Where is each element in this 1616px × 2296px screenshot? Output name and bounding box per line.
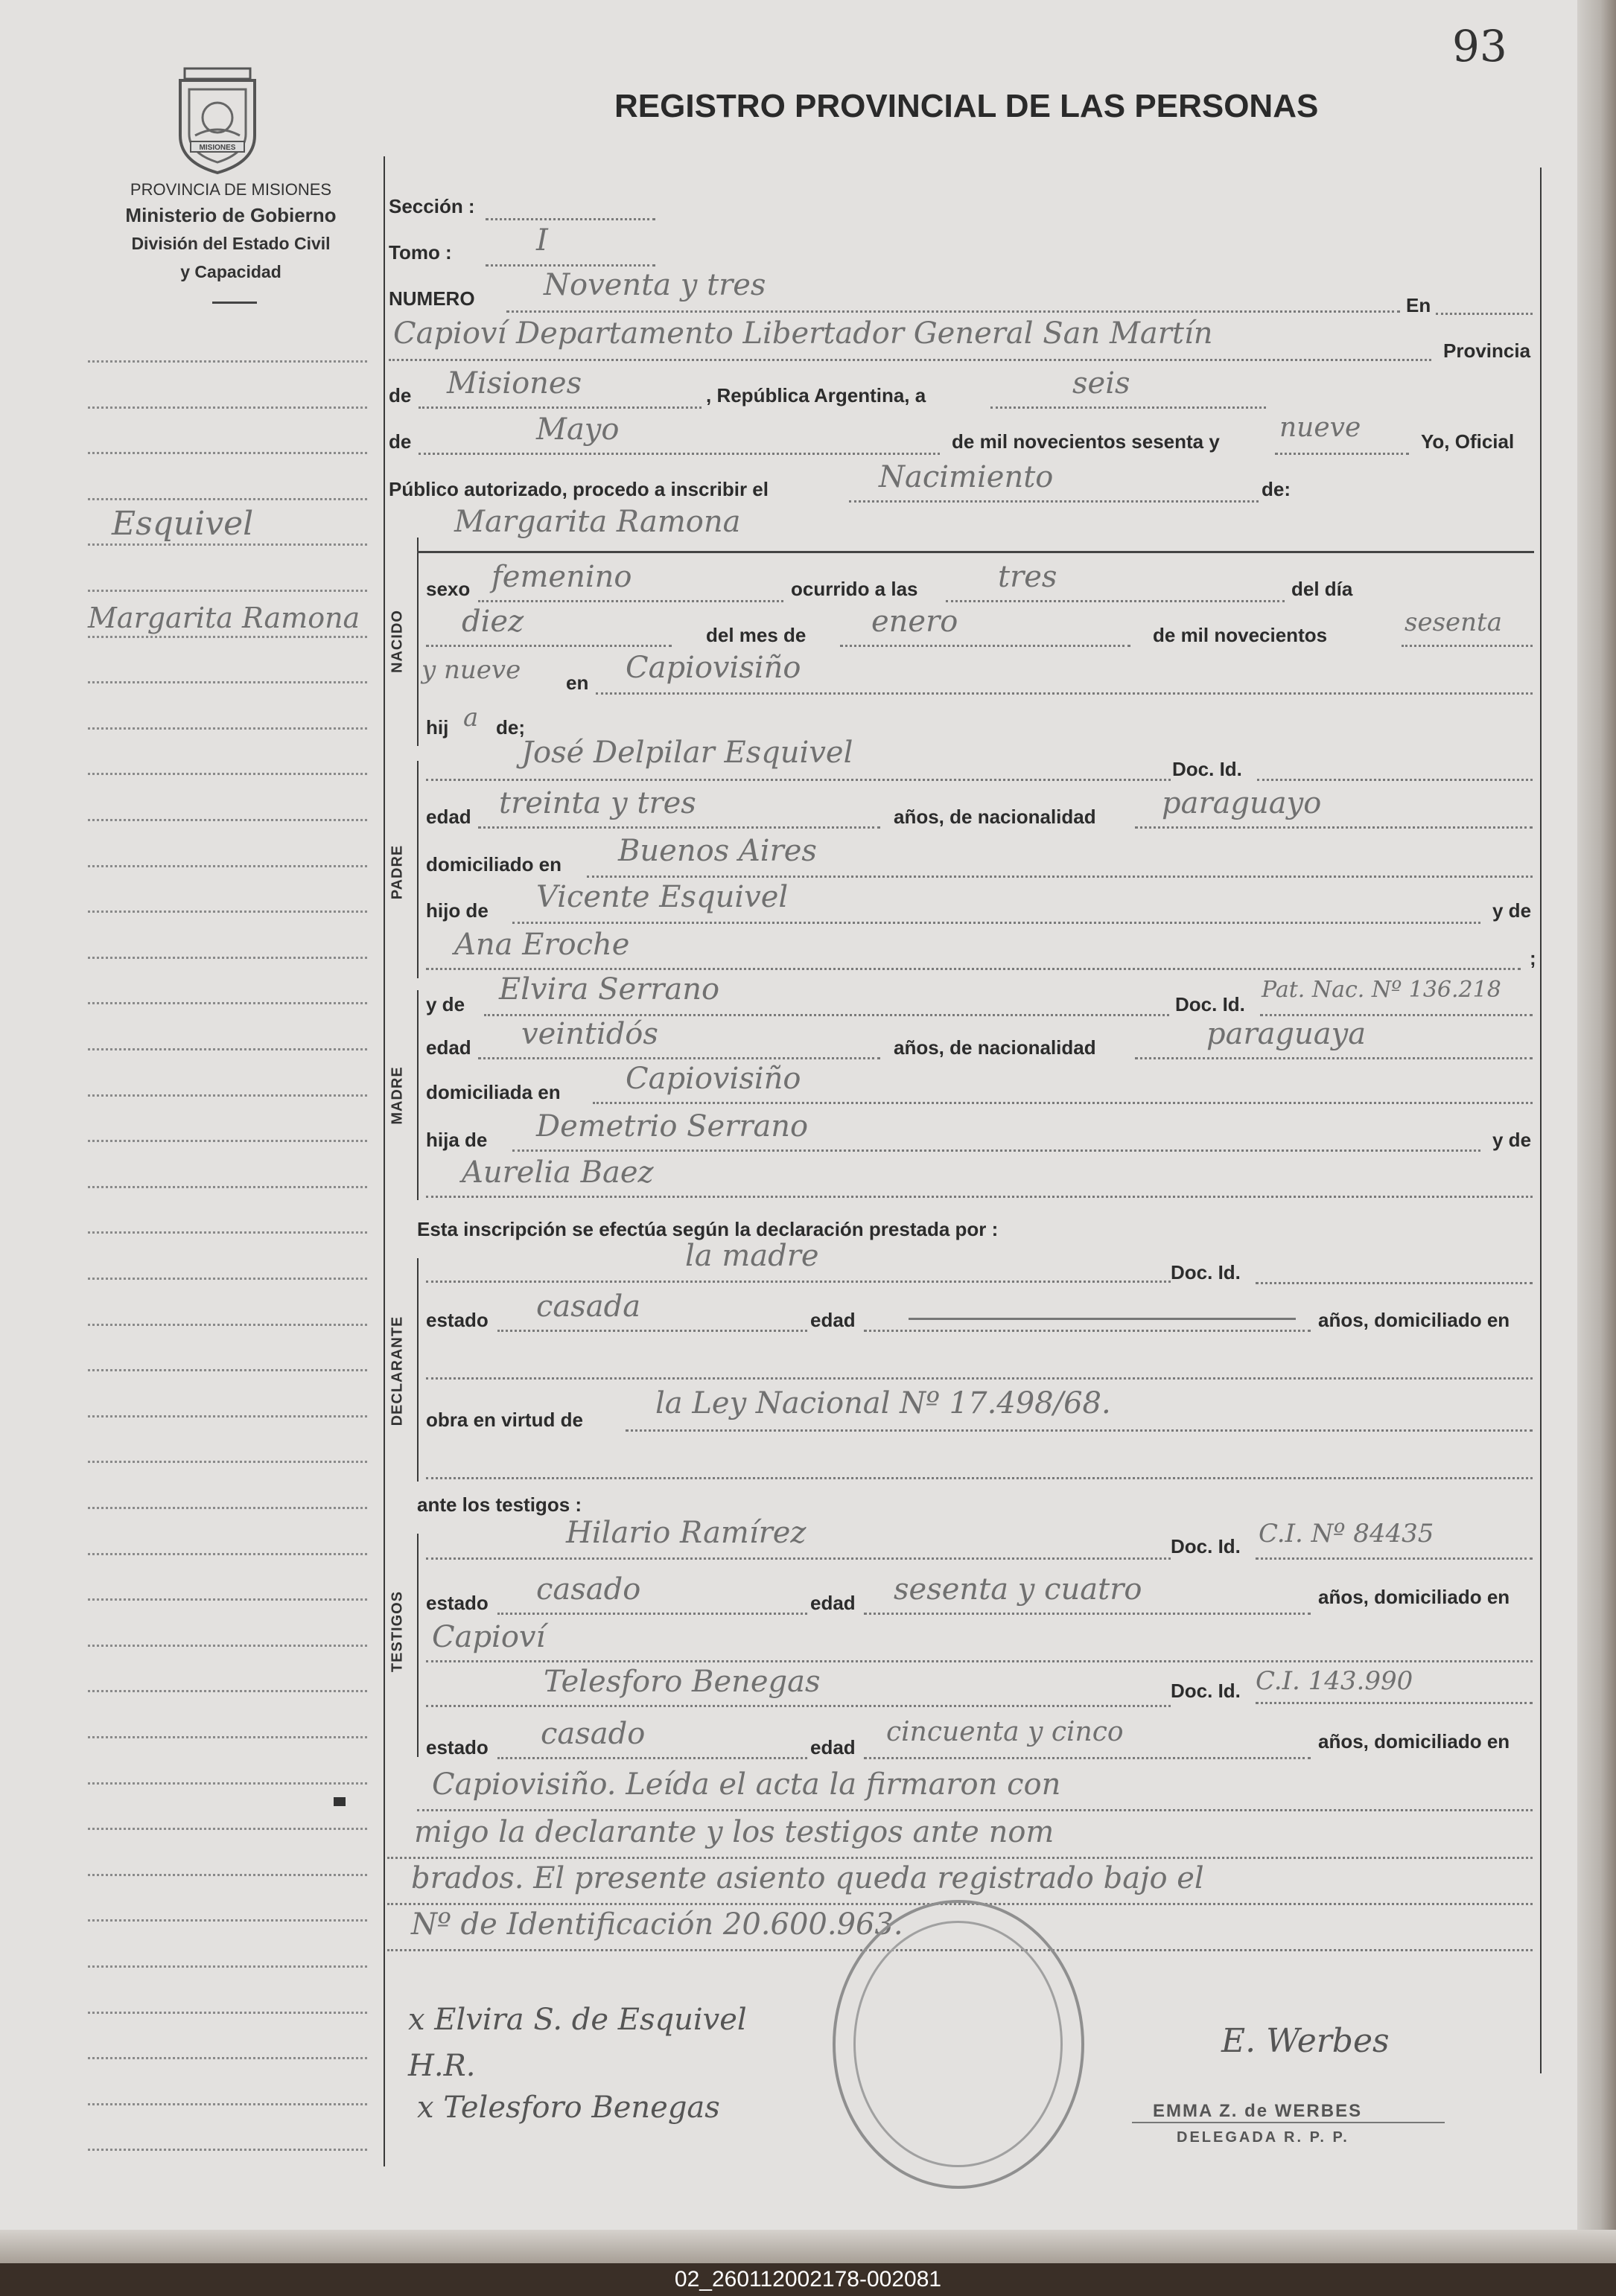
margin-ruling-line (88, 1874, 367, 1876)
value-testigo1-doc: C.I. Nº 84435 (1259, 1519, 1434, 1549)
field-line (587, 876, 1533, 878)
margin-surname: Esquivel (112, 505, 254, 543)
label-hijo-de: hijo de (426, 899, 489, 922)
label-del-dia: del día (1291, 578, 1353, 600)
margin-ruling-line (88, 911, 367, 913)
side-label-madre: MADRE (389, 1066, 406, 1125)
value-testigo2-estado: casado (541, 1717, 646, 1751)
label-y-de-madre: y de (426, 993, 465, 1015)
header-province: PROVINCIA DE MISIONES (130, 180, 332, 199)
signature-testigo1: H.R. (408, 2049, 476, 2083)
value-padre-hijo-de-2: Ana Eroche (454, 928, 630, 962)
delegate-name: EMMA Z. de WERBES (1153, 2101, 1363, 2121)
margin-ruling-line (88, 1186, 367, 1188)
label-domiciliado: domiciliado en (426, 853, 562, 876)
field-line (1135, 1057, 1533, 1059)
field-line (389, 359, 1431, 361)
testigos-section (417, 1534, 419, 1757)
label-en-nac: en (566, 672, 589, 694)
label-de-semicolon: de; (496, 716, 525, 739)
label-estado-declarante: estado (426, 1309, 489, 1331)
margin-ruling-line (88, 590, 367, 592)
label-provincia: Provincia (1443, 339, 1531, 362)
margin-ruling-line (88, 1828, 367, 1830)
label-y-de: y de (1492, 899, 1532, 922)
column-divider (384, 156, 385, 2166)
label-edad-testigo1: edad (810, 1592, 856, 1614)
provincial-crest-icon (170, 64, 265, 174)
field-line (426, 779, 1171, 781)
label-sexo: sexo (426, 578, 471, 600)
margin-ruling-line (88, 2057, 367, 2059)
label-yo-oficial: Yo, Oficial (1421, 430, 1515, 453)
field-line (1260, 1014, 1533, 1016)
delegate-role: DELEGADA R. P. P. (1177, 2129, 1349, 2146)
value-dia-nac: diez (462, 605, 524, 639)
declarante-section (417, 1258, 419, 1482)
margin-ruling-line (88, 1415, 367, 1418)
field-line (593, 1102, 1533, 1104)
label-republica: , República Argentina, a (706, 384, 926, 406)
margin-ruling-line (88, 1645, 367, 1647)
field-line (596, 692, 1533, 695)
margin-ruling-line (88, 1598, 367, 1601)
field-line (426, 1660, 1533, 1662)
value-nombre: Margarita Ramona (454, 505, 741, 539)
label-domiciliada: domiciliada en (426, 1081, 561, 1103)
label-edad-padre: edad (426, 806, 471, 828)
value-sexo: femenino (492, 560, 632, 594)
header-ministry: Ministerio de Gobierno (125, 204, 337, 226)
value-madre-nac: paraguaya (1206, 1017, 1367, 1051)
page-number: 93 (1452, 21, 1507, 71)
value-declarante: la madre (685, 1239, 819, 1273)
field-line (426, 1377, 1533, 1380)
value-lugar-nac: Capiovisiño (626, 651, 801, 685)
margin-ruling-line (88, 681, 367, 683)
page-edge (1577, 0, 1616, 2263)
label-doc-id-madre: Doc. Id. (1175, 993, 1245, 1015)
signature-rule (1132, 2122, 1445, 2123)
value-padre-edad: treinta y tres (499, 786, 696, 820)
closing-line-2: migo la declarante y los testigos ante nom (414, 1815, 1054, 1849)
margin-ruling-line (88, 1231, 367, 1234)
field-line (864, 1757, 1311, 1759)
value-anio-nac: sesenta (1405, 608, 1502, 637)
field-line (478, 826, 880, 829)
registry-seal (833, 1900, 1084, 2189)
image-caption: 02_260112002178-002081 (0, 2263, 1616, 2296)
value-provincia: Misiones (447, 366, 582, 401)
margin-ruling-line (88, 1919, 367, 1922)
label-en: En (1406, 294, 1431, 316)
value-anio-nac-2: y nueve (422, 655, 521, 685)
label-anios-dom-declarante: años, domiciliado en (1318, 1309, 1510, 1331)
margin-ruling-line (88, 498, 367, 500)
field-line (1256, 1557, 1533, 1560)
label-mil-novecientos: de mil novecientos (1153, 624, 1328, 646)
field-line (840, 645, 1130, 647)
margin-ruling-line (88, 1461, 367, 1463)
field-line (478, 600, 783, 602)
madre-section (417, 990, 419, 1200)
label-anios-dom-testigo2: años, domiciliado en (1318, 1730, 1510, 1753)
field-line (512, 1149, 1480, 1152)
label-edad-madre: edad (426, 1036, 471, 1059)
value-numero: Noventa y tres (544, 268, 766, 302)
value-decl-estado: casada (536, 1289, 641, 1324)
margin-given-names: Margarita Ramona (88, 602, 360, 634)
value-testigo2-edad: cincuenta y cinco (886, 1717, 1124, 1747)
value-dia: seis (1072, 366, 1130, 401)
crest-label: MISIONES (199, 144, 236, 152)
field-line (497, 1613, 807, 1615)
field-line (426, 1196, 1533, 1198)
value-madre-hija-de-2: Aurelia Baez (462, 1155, 654, 1190)
closing-line-4: Nº de Identificación 20.600.963. (411, 1907, 903, 1942)
side-label-declarante: DECLARANTE (389, 1316, 406, 1426)
field-line (426, 1477, 1533, 1479)
label-numero: NUMERO (389, 287, 475, 310)
margin-ruling-line (88, 1369, 367, 1371)
margin-ruling-line (88, 1140, 367, 1142)
field-line (419, 406, 702, 409)
field-line (1402, 645, 1533, 647)
nacido-section (417, 538, 419, 746)
label-doc-id-padre: Doc. Id. (1172, 758, 1242, 780)
margin-ruling-line (88, 2103, 367, 2105)
margin-ruling-line (88, 360, 367, 363)
margin-ruling-line (88, 1002, 367, 1004)
margin-ruling-line (88, 1324, 367, 1326)
margin-ruling-line (88, 1094, 367, 1097)
label-doc-id-declarante: Doc. Id. (1171, 1261, 1241, 1283)
value-hora: tres (998, 560, 1057, 594)
value-madre: Elvira Serrano (499, 972, 720, 1007)
label-edad-declarante: edad (810, 1309, 856, 1331)
field-line (478, 1057, 880, 1059)
closing-line-3: brados. El presente asiento queda registrado bajo el (411, 1861, 1204, 1895)
margin-ruling-line (88, 1690, 367, 1692)
side-label-nacido: NACIDO (389, 610, 406, 673)
value-madre-hija-de: Demetrio Serrano (536, 1109, 809, 1144)
margin-ruling-line (88, 2012, 367, 2014)
value-madre-doc: Pat. Nac. Nº 136.218 (1262, 977, 1501, 1003)
margin-ruling-line (88, 1782, 367, 1785)
field-line (1436, 313, 1533, 315)
label-anios-nac-madre: años, de nacionalidad (894, 1036, 1096, 1059)
label-testigos: ante los testigos : (417, 1493, 582, 1516)
value-ley: la Ley Nacional Nº 17.498/68. (655, 1386, 1111, 1420)
label-estado-testigo2: estado (426, 1736, 489, 1758)
value-padre-dom: Buenos Aires (618, 834, 817, 868)
field-line (626, 1429, 1533, 1432)
margin-ruling-line (88, 636, 367, 638)
register-title: REGISTRO PROVINCIAL DE LAS PERSONAS (614, 88, 1319, 124)
field-line (417, 1809, 1533, 1811)
ink-mark (334, 1797, 346, 1806)
value-testigo1-edad: sesenta y cuatro (894, 1572, 1142, 1607)
label-publico: Público autorizado, procedo a inscribir el (389, 478, 769, 500)
field-line (946, 600, 1285, 602)
margin-ruling-line (88, 2149, 367, 2151)
field-line (486, 218, 655, 220)
field-line (426, 645, 672, 647)
field-line (426, 1281, 1171, 1283)
field-line (387, 1857, 1533, 1859)
signature-testigo2: x Telesforo Benegas (417, 2091, 720, 2125)
side-label-testigos: TESTIGOS (389, 1590, 406, 1673)
label-anios-nac-padre: años, de nacionalidad (894, 806, 1096, 828)
value-madre-dom: Capiovisiño (626, 1062, 801, 1096)
label-mil-novecientos-sesenta: de mil novecientos sesenta y (952, 430, 1220, 453)
value-testigo2: Telesforo Benegas (544, 1665, 821, 1699)
margin-ruling-line (88, 1048, 367, 1050)
field-line (506, 310, 1400, 313)
label-seccion: Sección : (389, 195, 475, 217)
field-line (1256, 1282, 1533, 1284)
field-line (849, 500, 1259, 503)
margin-ruling-line (88, 819, 367, 821)
field-line (1135, 826, 1533, 829)
value-padre-hijo-de: Vicente Esquivel (536, 880, 789, 914)
margin-ruling-line (88, 452, 367, 454)
header-divider (212, 302, 257, 304)
field-line (512, 922, 1480, 924)
value-testigo1-dom: Capioví (432, 1620, 546, 1654)
section-rule (417, 551, 1534, 553)
label-del-mes: del mes de (706, 624, 807, 646)
field-line (426, 1705, 1171, 1707)
value-acto: Nacimiento (879, 460, 1054, 494)
value-madre-edad: veintidós (521, 1017, 658, 1051)
header-capacity: y Capacidad (180, 262, 281, 281)
value-testigo1-estado: casado (536, 1572, 641, 1607)
margin-ruling-line (88, 1965, 367, 1968)
label-y-de-2: y de (1492, 1129, 1532, 1151)
field-line (1257, 779, 1533, 781)
value-padre-nac: paraguayo (1162, 786, 1322, 820)
label-hija-de: hija de (426, 1129, 488, 1151)
label-de: de (389, 384, 412, 406)
label-de-2: de (389, 430, 412, 453)
field-line (486, 264, 655, 267)
seal-inner-ring (853, 1921, 1063, 2167)
field-line (426, 1557, 1171, 1560)
field-line (426, 968, 1521, 970)
right-border (1540, 168, 1542, 2073)
label-semicolon: ; (1530, 947, 1536, 969)
label-tomo: Tomo : (389, 241, 452, 264)
field-line (497, 1330, 807, 1332)
page-edge-bottom (0, 2230, 1616, 2263)
field-line (990, 406, 1266, 409)
margin-ruling-line (88, 1507, 367, 1509)
value-anio: nueve (1279, 412, 1361, 443)
value-testigo2-doc: C.I. 143.990 (1256, 1666, 1413, 1696)
label-ocurrido: ocurrido a las (791, 578, 918, 600)
label-estado-testigo1: estado (426, 1592, 489, 1614)
field-line (864, 1613, 1311, 1615)
field-line (1256, 1702, 1533, 1704)
label-doc-id-testigo2: Doc. Id. (1171, 1680, 1241, 1702)
margin-ruling-line (88, 1736, 367, 1738)
struck-line (909, 1318, 1296, 1320)
value-tomo: I (536, 223, 548, 258)
label-de-colon: de: (1262, 478, 1291, 500)
field-line (484, 1014, 1169, 1016)
value-testigo1: Hilario Ramírez (566, 1516, 807, 1550)
margin-ruling-line (88, 1278, 367, 1280)
padre-section (417, 761, 419, 978)
margin-ruling-line (88, 1553, 367, 1555)
value-padre: José Delpilar Esquivel (521, 736, 853, 770)
label-declaracion: Esta inscripción se efectúa según la declaración prestada por : (417, 1218, 999, 1240)
field-line (1275, 453, 1409, 455)
field-line (419, 453, 940, 455)
field-line (864, 1330, 1311, 1332)
margin-ruling-line (88, 773, 367, 775)
value-mes-nac: enero (871, 605, 958, 639)
side-label-padre: PADRE (389, 844, 406, 900)
signature-declarante: x Elvira S. de Esquivel (408, 2003, 747, 2037)
label-hij: hij (426, 716, 449, 739)
value-mes: Mayo (536, 412, 620, 447)
signature-official: E. Werbes (1221, 2022, 1390, 2060)
margin-ruling-line (88, 543, 367, 546)
margin-ruling-line (88, 865, 367, 867)
margin-ruling-line (88, 727, 367, 730)
label-edad-testigo2: edad (810, 1736, 856, 1758)
label-doc-id-testigo1: Doc. Id. (1171, 1535, 1241, 1557)
value-hij-suffix: a (463, 703, 479, 733)
header-division: División del Estado Civil (131, 234, 331, 253)
label-anios-dom-testigo1: años, domiciliado en (1318, 1586, 1510, 1608)
label-obra: obra en virtud de (426, 1409, 583, 1431)
margin-ruling-line (88, 957, 367, 959)
field-line (497, 1757, 807, 1759)
closing-line-1: Capiovisiño. Leída el acta la firmaron con (432, 1767, 1061, 1802)
value-lugar: Capioví Departamento Libertador General San Martín (393, 316, 1213, 351)
margin-ruling-line (88, 406, 367, 409)
